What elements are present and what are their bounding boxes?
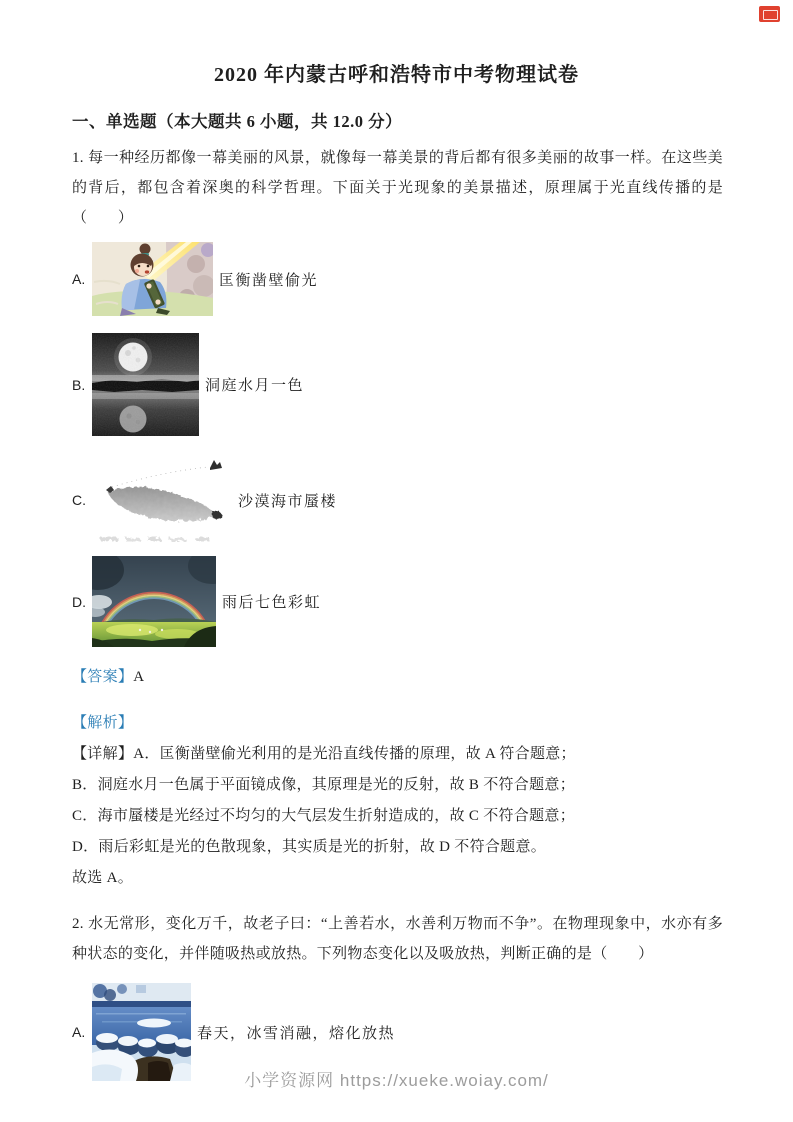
detail-line-d: D．雨后彩虹是光的色散现象，其实质是光的折射，故 D 不符合题意。 [72, 839, 547, 855]
page-title: 2020 年内蒙古呼和浩特市中考物理试卷 [214, 64, 579, 86]
answer-value: A [133, 669, 145, 685]
question-1-option-c [72, 454, 723, 546]
detail-conclusion: 故选 A。 [72, 870, 134, 886]
detail-explanation [72, 739, 723, 894]
section-heading: 一、单选题（本大题共 6 小题，共 12.0 分） [72, 112, 403, 131]
option-b-label: B. [72, 376, 86, 393]
option-c-label: C. [72, 492, 86, 508]
detail-line-c: C．海市蜃楼是光经过不均匀的大气层发生折射造成的，故 C 不符合题意； [72, 808, 576, 824]
question-1-option-d [72, 556, 723, 647]
option-a-caption: 匡衡凿壁偷光 [219, 272, 319, 289]
option-d-label: D. [72, 593, 86, 610]
option-d-image [92, 556, 216, 647]
option-a-image [92, 242, 213, 316]
q2-option-a-label: A. [72, 1024, 86, 1040]
question-1-text: 1. 每一种经历都像一幕美丽的风景，就像每一幕美景的背后都有很多美丽的故事一样。在这些美的背后，都包含着深奥的科学哲理。下面关于光现象的美景描述，原理属于光直线传播的是（ ） [72, 150, 723, 226]
footer-site-url: 小学资源网 https://xueke.woiay.com/ [244, 1071, 549, 1090]
answer-line [72, 662, 723, 693]
option-c-image [92, 454, 232, 546]
site-logo-icon [759, 6, 780, 22]
question-1-option-b [72, 333, 723, 436]
option-c-caption: 沙漠海市蜃楼 [238, 493, 338, 510]
q2-option-a-caption: 春天，冰雪消融，熔化放热 [197, 1025, 396, 1042]
question-2-text: 2. 水无常形，变化万千，故老子曰：“上善若水，水善利万物而不争”。在物理现象中，水亦有多种状态的变化，并伴随吸热或放热。下列物态变化以及吸放热，判断正确的是（ ） [72, 916, 723, 962]
analysis-label: 【解析】 [72, 715, 134, 731]
option-b-image [92, 333, 199, 436]
question-1-option-a [72, 242, 723, 316]
document-body [0, 108, 793, 1081]
option-a-label: A. [72, 271, 86, 287]
option-d-caption: 雨后七色彩虹 [222, 595, 322, 611]
detail-line-b: B．洞庭水月一色属于平面镜成像，其原理是光的反射，故 B 不符合题意； [72, 777, 576, 793]
detail-line-a: 【详解】A．匡衡凿壁偷光利用的是光沿直线传播的原理，故 A 符合题意； [72, 746, 576, 762]
option-b-caption: 洞庭水月一色 [205, 378, 305, 394]
answer-label: 【答案】 [72, 669, 134, 685]
